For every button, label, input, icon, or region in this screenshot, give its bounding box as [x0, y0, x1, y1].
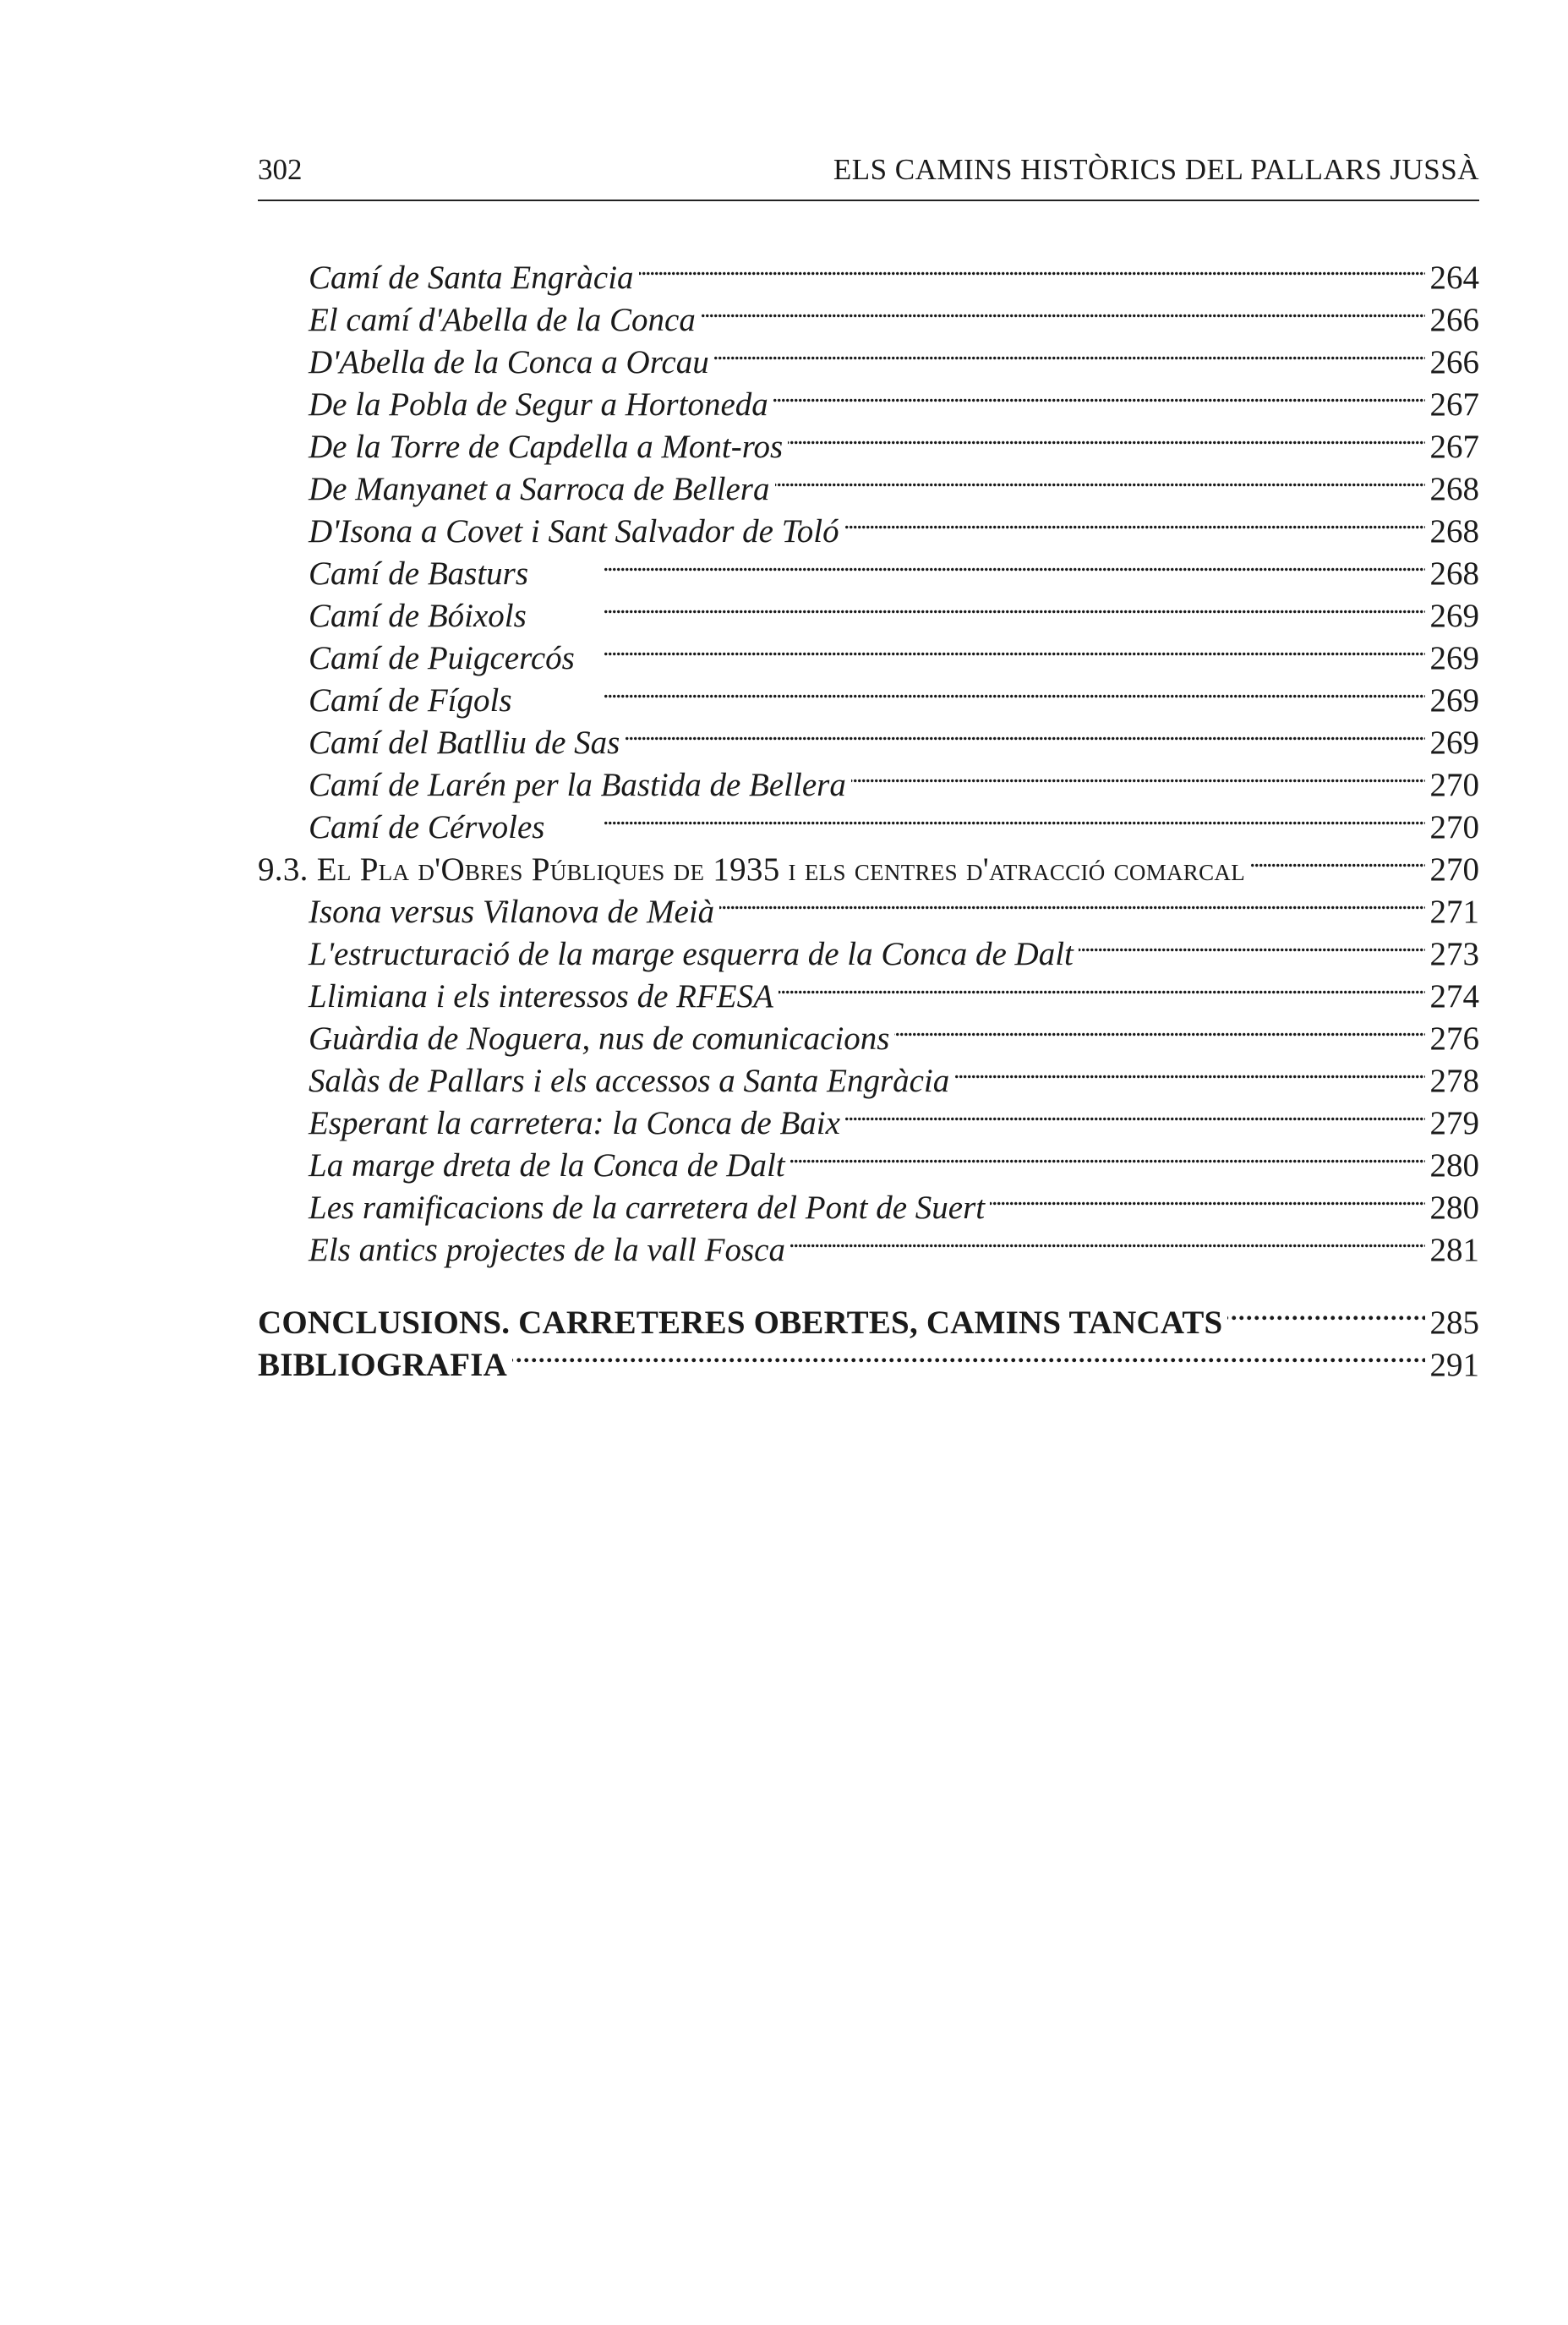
toc-entry-page: 267	[1429, 429, 1479, 465]
toc-entry-page: 268	[1429, 513, 1479, 550]
running-title: ELS CAMINS HISTÒRICS DEL PALLARS JUSSÀ	[833, 153, 1479, 186]
toc-entry-title: Camí de Basturs	[309, 555, 529, 592]
toc-entry-title: Guàrdia de Noguera, nus de comunicacions	[309, 1020, 890, 1057]
dot-leader	[517, 669, 1425, 711]
dot-leader	[580, 626, 1425, 669]
toc-entry-page: 266	[1429, 302, 1479, 338]
toc-section-page: 270	[1429, 851, 1479, 888]
dot-leader	[714, 331, 1425, 373]
toc-entry-title: Camí de Puigcercós	[309, 640, 575, 676]
dot-leader	[779, 965, 1425, 1007]
header-rule	[258, 200, 1479, 201]
toc-chapter-title: BIBLIOGRAFIA	[258, 1347, 507, 1383]
toc-entry-title: Camí de Larén per la Bastida de Bellera	[309, 767, 846, 803]
toc-entry-title: De Manyanet a Sarroca de Bellera	[309, 471, 770, 507]
dot-leader	[719, 880, 1424, 922]
toc-entry-title: Camí del Batlliu de Sas	[309, 725, 620, 761]
dot-leader	[639, 246, 1425, 288]
toc-entry-title: De la Pobla de Segur a Hortoneda	[309, 386, 768, 423]
toc-entry-title: Camí de Cérvoles	[309, 809, 545, 845]
toc-entry-title: Isona versus Vilanova de Meià	[309, 894, 715, 930]
toc-entry-title: D'Isona a Covet i Sant Salvador de Toló	[309, 513, 839, 550]
toc-entry-title: Camí de Fígols	[309, 682, 512, 719]
toc-entry-title: Camí de Santa Engràcia	[309, 260, 634, 296]
toc-entry-page: 267	[1429, 386, 1479, 423]
toc-entry-page: 271	[1429, 894, 1479, 930]
toc-entry-page: 278	[1429, 1063, 1479, 1099]
toc-entry-page: 280	[1429, 1190, 1479, 1226]
toc-entry-page: 279	[1429, 1105, 1479, 1141]
toc-entry-title: Esperant la carretera: la Conca de Baix	[309, 1105, 840, 1141]
dot-leader	[1250, 838, 1424, 880]
dot-leader	[844, 500, 1425, 542]
table-of-contents	[258, 246, 1479, 1383]
toc-entry-page: 266	[1429, 344, 1479, 380]
toc-entry-title: Camí de Bóixols	[309, 598, 527, 634]
toc-entry-title: Els antics projectes de la vall Fosca	[309, 1232, 785, 1268]
dot-leader	[549, 796, 1424, 838]
toc-entry-page: 276	[1429, 1020, 1479, 1057]
toc-chapter-page: 285	[1429, 1305, 1479, 1341]
dot-leader	[773, 373, 1425, 415]
toc-entry-page: 269	[1429, 682, 1479, 719]
dot-leader	[845, 1091, 1425, 1134]
dot-leader	[1227, 1291, 1424, 1333]
dot-leader	[701, 288, 1425, 331]
dot-leader	[775, 457, 1425, 500]
dot-leader	[625, 711, 1424, 753]
toc-entry-page: 269	[1429, 640, 1479, 676]
toc-entry-title: De la Torre de Capdella a Mont-ros	[309, 429, 784, 465]
dot-leader	[790, 1218, 1425, 1261]
toc-entry-page: 281	[1429, 1232, 1479, 1268]
toc-entry-page: 269	[1429, 598, 1479, 634]
toc-entry-title: Les ramificacions de la carretera del Pont de Suert	[309, 1190, 986, 1226]
dot-leader	[954, 1049, 1424, 1091]
dot-leader	[790, 1134, 1425, 1176]
dot-leader	[894, 1007, 1424, 1049]
toc-entry-title: El camí d'Abella de la Conca	[309, 302, 696, 338]
toc-entry-page: 274	[1429, 978, 1479, 1015]
dot-leader	[1079, 922, 1425, 965]
toc-chapter-page: 291	[1429, 1347, 1479, 1383]
dot-leader	[532, 584, 1425, 626]
toc-entry-title: La marge dreta de la Conca de Dalt	[309, 1147, 785, 1184]
toc-chapter-conclusions	[258, 1291, 1479, 1341]
toc-entry-page: 264	[1429, 260, 1479, 296]
toc-entry-title: D'Abella de la Conca a Orcau	[309, 344, 709, 380]
dot-leader	[533, 542, 1424, 584]
dot-leader	[851, 753, 1425, 796]
page-number: 302	[258, 153, 303, 186]
toc-entry-title: Salàs de Pallars i els accessos a Santa Engràcia	[309, 1063, 950, 1099]
toc-entry-page: 280	[1429, 1147, 1479, 1184]
toc-chapter-title: CONCLUSIONS. CARRETERES OBERTES, CAMINS TANCATS	[258, 1305, 1223, 1341]
toc-entry-page: 268	[1429, 555, 1479, 592]
toc-entry-page: 268	[1429, 471, 1479, 507]
toc-entry-page: 273	[1429, 936, 1479, 972]
dot-leader	[512, 1333, 1425, 1376]
toc-entry-page: 270	[1429, 809, 1479, 845]
dot-leader	[990, 1176, 1424, 1218]
toc-section-title: 9.3. El Pla d'Obres Públiques de 1935 i els centres d'atracció comarcal	[258, 851, 1246, 888]
dot-leader	[788, 415, 1424, 457]
toc-entry-page: 270	[1429, 767, 1479, 803]
running-header	[258, 150, 1479, 190]
toc-entry-title: Llimiana i els interessos de RFESA	[309, 978, 773, 1015]
toc-entry-title: L'estructuració de la marge esquerra de la Conca de Dalt	[309, 936, 1074, 972]
toc-entry-page: 269	[1429, 725, 1479, 761]
toc-entry	[258, 246, 1479, 296]
